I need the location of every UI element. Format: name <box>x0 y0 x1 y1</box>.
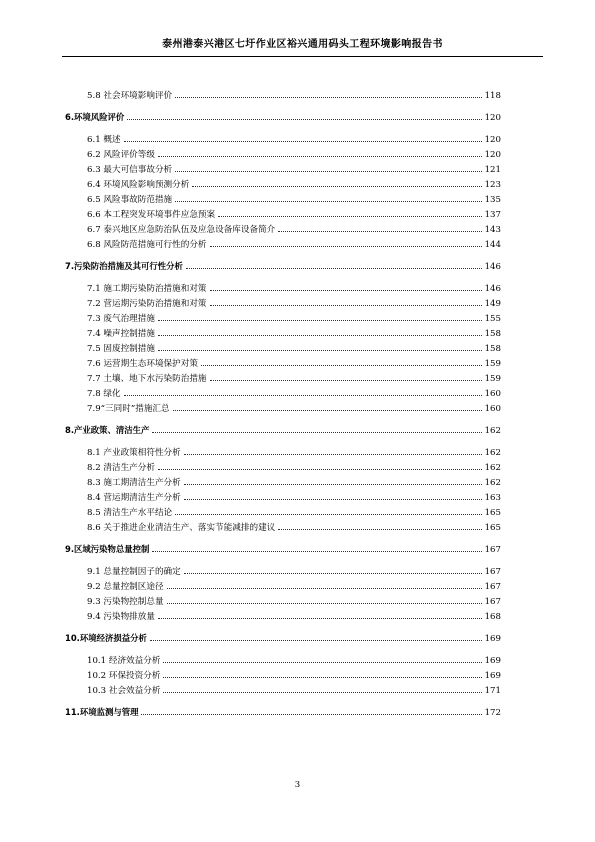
toc-dot-leader <box>167 578 482 589</box>
toc-entry-label: 8.6 关于推进企业清洁生产、落实节能减排的建议 <box>87 523 276 533</box>
toc-dot-leader <box>184 489 482 500</box>
toc-entry-page: 167 <box>484 567 501 577</box>
toc-entry-page: 169 <box>484 634 501 644</box>
toc-dot-leader <box>210 236 482 247</box>
toc-entry-label: 8.4 营运期清洁生产分析 <box>87 493 181 503</box>
toc-dot-leader <box>278 221 481 232</box>
toc-chapter-entry[interactable] <box>65 704 501 719</box>
toc-entry-page: 155 <box>484 314 501 324</box>
toc-entry-page: 121 <box>484 165 501 175</box>
toc-entry-page: 123 <box>484 180 501 190</box>
toc-entry-label: 7.3 废气治理措施 <box>87 314 155 324</box>
toc-section-entry[interactable] <box>65 459 501 474</box>
toc-chapter-entry[interactable] <box>65 258 501 273</box>
toc-dot-leader <box>192 176 481 187</box>
toc-entry-page: 137 <box>484 210 501 220</box>
toc-section-entry[interactable] <box>65 340 501 355</box>
toc-dot-leader <box>184 474 482 485</box>
toc-dot-leader <box>186 258 482 269</box>
toc-dot-leader <box>158 608 482 619</box>
toc-section-entry[interactable] <box>65 176 501 191</box>
toc-entry-page: 168 <box>484 612 501 622</box>
toc-dot-leader <box>152 541 481 552</box>
toc-dot-leader <box>158 146 482 157</box>
page-footer <box>0 780 595 790</box>
toc-dot-leader <box>124 385 482 396</box>
toc-entry-label: 6.5 风险事故防范措施 <box>87 195 173 205</box>
toc-section-entry[interactable] <box>65 191 501 206</box>
toc-entry-label: 10.环境经济损益分析 <box>65 633 147 643</box>
toc-entry-page: 120 <box>484 135 501 145</box>
toc-chapter-entry[interactable] <box>65 630 501 645</box>
toc-dot-leader <box>124 131 482 142</box>
toc-section-entry[interactable] <box>65 652 501 667</box>
toc-entry-label: 8.2 清洁生产分析 <box>87 463 155 473</box>
toc-section-entry[interactable] <box>65 519 501 534</box>
toc-entry-label: 5.8 社会环境影响评价 <box>87 91 173 101</box>
toc-entry-page: 163 <box>484 493 501 503</box>
toc-section-entry[interactable] <box>65 400 501 415</box>
toc-entry-page: 118 <box>484 91 501 101</box>
toc-dot-leader <box>173 400 482 411</box>
toc-section-entry[interactable] <box>65 578 501 593</box>
toc-entry-page: 146 <box>484 284 501 294</box>
toc-chapter-entry[interactable] <box>65 422 501 437</box>
toc-entry-page: 120 <box>484 150 501 160</box>
toc-dot-leader <box>158 310 482 321</box>
toc-entry-label: 6.2 风险评价等级 <box>87 150 155 160</box>
toc-dot-leader <box>201 355 482 366</box>
toc-entry-page: 167 <box>484 597 501 607</box>
toc-entry-label: 7.5 固废控制措施 <box>87 344 155 354</box>
toc-entry-page: 159 <box>484 359 501 369</box>
toc-section-entry[interactable] <box>65 504 501 519</box>
toc-section-entry[interactable] <box>65 295 501 310</box>
toc-entry-page: 169 <box>484 671 501 681</box>
toc-section-entry[interactable] <box>65 236 501 251</box>
toc-entry-label: 7.9“三同时”措施汇总 <box>87 404 170 414</box>
toc-entry-label: 7.1 施工期污染防治措施和对策 <box>87 284 207 294</box>
toc-entry-label: 9.区域污染物总量控制 <box>65 544 150 554</box>
toc-dot-leader <box>167 593 482 604</box>
toc-section-entry[interactable] <box>65 87 501 102</box>
toc-section-entry[interactable] <box>65 161 501 176</box>
toc-entry-page: 162 <box>484 426 501 436</box>
toc-section-entry[interactable] <box>65 563 501 578</box>
toc-entry-label: 6.6 本工程突发环境事件应急预案 <box>87 210 216 220</box>
toc-entry-page: 167 <box>484 582 501 592</box>
toc-dot-leader <box>184 563 482 574</box>
toc-section-entry[interactable] <box>65 355 501 370</box>
toc-entry-label: 9.1 总量控制因子的确定 <box>87 567 181 577</box>
header-title: 泰州港泰兴港区七圩作业区裕兴通用码头工程环境影响报告书 <box>162 39 443 50</box>
toc-entry-page: 159 <box>484 374 501 384</box>
toc-dot-leader <box>163 667 481 678</box>
toc-entry-page: 162 <box>484 478 501 488</box>
toc-entry-page: 158 <box>484 329 501 339</box>
toc-entry-page: 120 <box>484 113 501 123</box>
toc-dot-leader <box>175 161 481 172</box>
toc-dot-leader <box>184 444 482 455</box>
toc-section-entry[interactable] <box>65 310 501 325</box>
toc-section-entry[interactable] <box>65 608 501 623</box>
toc-dot-leader <box>210 370 482 381</box>
toc-entry-page: 149 <box>484 299 501 309</box>
running-header <box>62 36 543 57</box>
toc-section-entry[interactable] <box>65 370 501 385</box>
toc-dot-leader <box>218 206 481 217</box>
toc-entry-page: 162 <box>484 463 501 473</box>
toc-entry-label: 6.3 最大可信事故分析 <box>87 165 173 175</box>
toc-chapter-entry[interactable] <box>65 541 501 556</box>
toc-entry-label: 7.4 噪声控制措施 <box>87 329 155 339</box>
toc-dot-leader <box>175 87 481 98</box>
toc-dot-leader <box>158 340 482 351</box>
toc-section-entry[interactable] <box>65 385 501 400</box>
toc-entry-label: 6.环境风险评价 <box>65 112 125 122</box>
toc-entry-label: 8.5 清洁生产水平结论 <box>87 508 173 518</box>
toc-section-entry[interactable] <box>65 221 501 236</box>
toc-entry-label: 6.4 环境风险影响预测分析 <box>87 180 190 190</box>
toc-entry-label: 7.2 营运期污染防治措施和对策 <box>87 299 207 309</box>
toc-entry-page: 135 <box>484 195 501 205</box>
toc-chapter-entry[interactable] <box>65 109 501 124</box>
toc-entry-label: 9.3 污染物控制总量 <box>87 597 164 607</box>
toc-entry-label: 7.污染防治措施及其可行性分析 <box>65 261 183 271</box>
page-number: 3 <box>294 780 301 790</box>
toc-entry-page: 158 <box>484 344 501 354</box>
toc-dot-leader <box>210 295 482 306</box>
toc-dot-leader <box>158 325 482 336</box>
toc-entry-label: 7.6 运营期生态环境保护对策 <box>87 359 198 369</box>
toc-section-entry[interactable] <box>65 280 501 295</box>
toc-entry-page: 143 <box>484 225 501 235</box>
toc-entry-page: 144 <box>484 240 501 250</box>
toc-section-entry[interactable] <box>65 206 501 221</box>
toc-entry-label: 10.1 经济效益分析 <box>87 656 161 666</box>
toc-entry-label: 11.环境监测与管理 <box>65 707 139 717</box>
toc-section-entry[interactable] <box>65 444 501 459</box>
toc-entry-label: 6.8 风险防范措施可行性的分析 <box>87 240 207 250</box>
toc-entry-label: 6.7 泰兴地区应急防治队伍及应急设备库设备简介 <box>87 225 276 235</box>
toc-entry-label: 6.1 概述 <box>87 135 121 145</box>
toc-dot-leader <box>163 652 481 663</box>
toc-dot-leader <box>150 630 482 641</box>
toc-entry-page: 167 <box>484 545 501 555</box>
toc-dot-leader <box>152 422 481 433</box>
toc-entry-page: 165 <box>484 523 501 533</box>
toc-entry-page: 172 <box>484 708 501 718</box>
toc-entry-label: 10.2 环保投资分析 <box>87 671 161 681</box>
toc-section-entry[interactable] <box>65 474 501 489</box>
toc-entry-page: 171 <box>484 686 501 696</box>
toc-entry-page: 165 <box>484 508 501 518</box>
toc-section-entry[interactable] <box>65 667 501 682</box>
toc-section-entry[interactable] <box>65 593 501 608</box>
table-of-contents <box>65 87 501 719</box>
toc-entry-page: 169 <box>484 656 501 666</box>
toc-section-entry[interactable] <box>65 131 501 146</box>
toc-entry-label: 10.3 社会效益分析 <box>87 686 161 696</box>
toc-section-entry[interactable] <box>65 682 501 697</box>
toc-entry-page: 162 <box>484 448 501 458</box>
toc-dot-leader <box>163 682 481 693</box>
toc-section-entry[interactable] <box>65 489 501 504</box>
toc-dot-leader <box>141 704 481 715</box>
toc-entry-label: 8.1 产业政策相符性分析 <box>87 448 181 458</box>
toc-entry-label: 8.3 施工期清洁生产分析 <box>87 478 181 488</box>
toc-entry-page: 160 <box>484 404 501 414</box>
toc-entry-page: 160 <box>484 389 501 399</box>
toc-entry-label: 7.7 土壤、地下水污染防治措施 <box>87 374 207 384</box>
toc-dot-leader <box>210 280 482 291</box>
toc-entry-label: 8.产业政策、清洁生产 <box>65 425 150 435</box>
toc-section-entry[interactable] <box>65 146 501 161</box>
toc-entry-page: 146 <box>484 262 501 272</box>
toc-dot-leader <box>278 519 481 530</box>
toc-dot-leader <box>175 191 481 202</box>
toc-dot-leader <box>158 459 482 470</box>
toc-dot-leader <box>127 109 481 120</box>
toc-entry-label: 7.8 绿化 <box>87 389 121 399</box>
toc-dot-leader <box>175 504 481 515</box>
toc-section-entry[interactable] <box>65 325 501 340</box>
toc-entry-label: 9.2 总量控制区途径 <box>87 582 164 592</box>
toc-entry-label: 9.4 污染物排放量 <box>87 612 155 622</box>
